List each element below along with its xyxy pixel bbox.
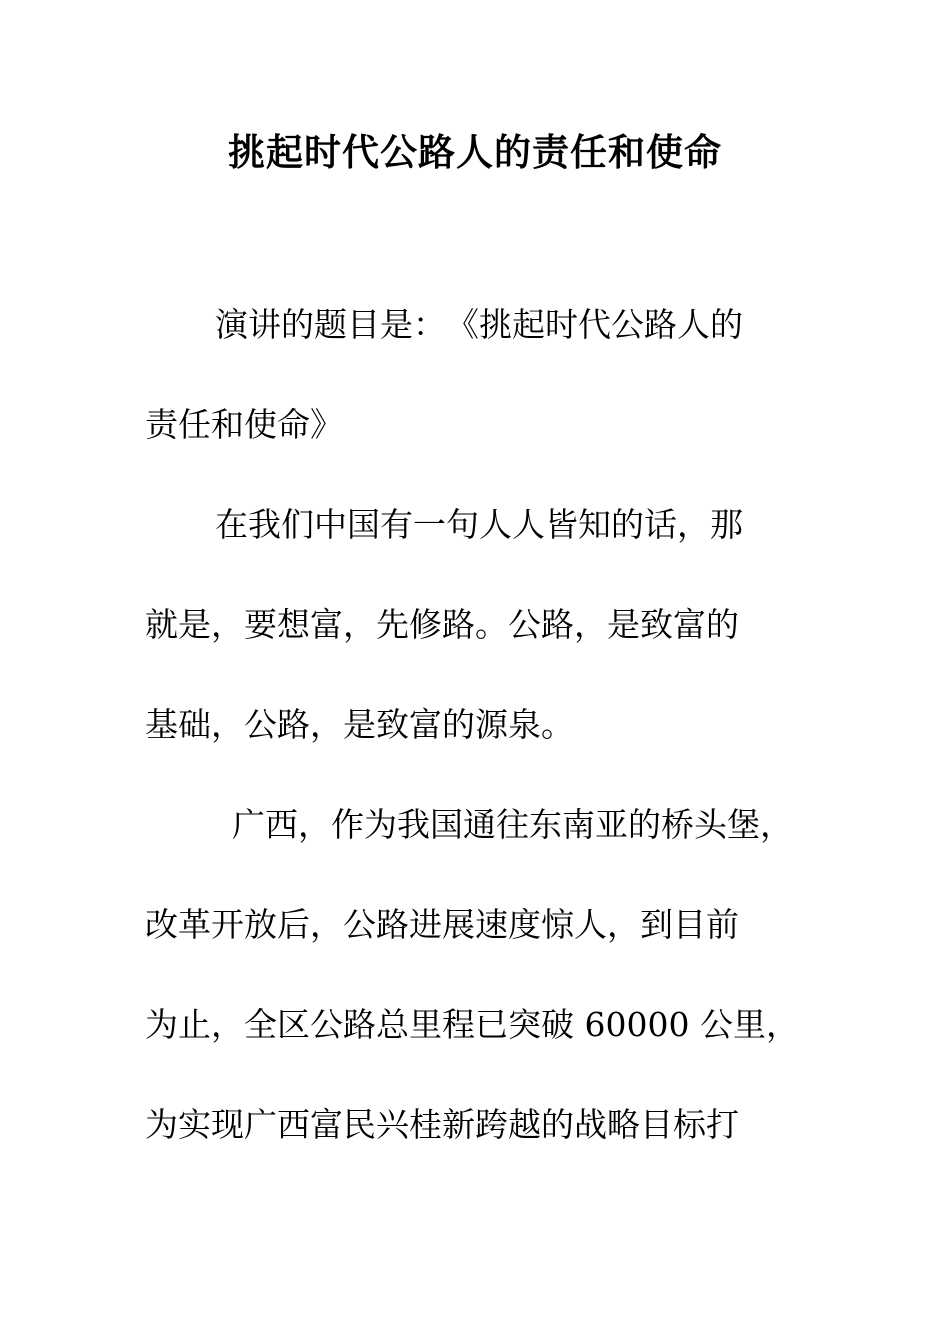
document-title: 挑起时代公路人的责任和使命	[228, 130, 722, 174]
paragraph-line: 改革开放后，公路进展速度惊人，到目前	[145, 905, 739, 944]
paragraph-line: 为实现广西富民兴桂新跨越的战略目标打	[145, 1105, 739, 1144]
paragraph-line: 在我们中国有一句人人皆知的话，那	[215, 505, 743, 544]
paragraph-line: 演讲的题目是： 《挑起时代公路人的	[215, 305, 743, 344]
paragraph-line: 基础，公路，是致富的源泉。	[145, 705, 574, 744]
paragraph-line: 就是，要想富，先修路。公路，是致富的	[145, 605, 739, 644]
paragraph-line: 责任和使命》	[145, 405, 343, 444]
paragraph-line: 广西，作为我国通往东南亚的桥头堡，	[232, 805, 793, 844]
paragraph-line: 为止，全区公路总里程已突破 60000 公里，	[145, 1005, 799, 1044]
